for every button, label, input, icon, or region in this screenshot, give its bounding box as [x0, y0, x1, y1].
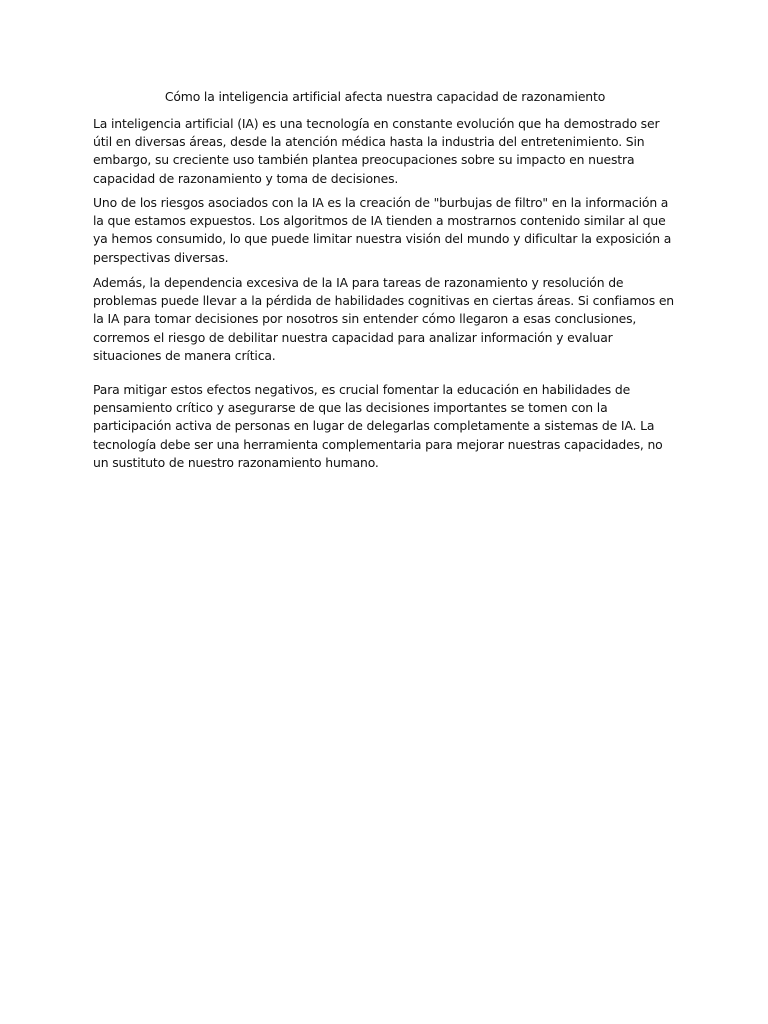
paragraph-filter-bubbles: Uno de los riesgos asociados con la IA es la creación de "burbujas de filtro" en la información a la que estamos expuestos. Los algoritmos de IA tienden a mostrarnos contenido similar al que ya hemos consumido, lo que puede limitar nuestra visión del mundo y dificultar la exposición a perspectivas diversas.: [93, 195, 672, 265]
document-title: Cómo la inteligencia artificial afecta nuestra capacidad de razonamiento: [164, 89, 606, 104]
paragraph-intro: La inteligencia artificial (IA) es una tecnología en constante evolución que ha demostrado ser útil en diversas áreas, desde la atención médica hasta la industria del entretenimiento. Sin embargo, su creciente uso también plantea preocupaciones sobre su impacto en nuestra capacidad de razonamiento y toma de decisiones.: [93, 116, 660, 186]
paragraph-dependence: Además, la dependencia excesiva de la IA para tareas de razonamiento y resolución de problemas puede llevar a la pérdida de habilidades cognitivas en ciertas áreas. Si confiamos en la IA para tomar decisiones por nosotros sin entender cómo llegaron a esas conclusiones, corremos el riesgo de debilitar nuestra capacidad para analizar información y evaluar situaciones de manera crítica.: [93, 275, 675, 363]
paragraph-mitigation: Para mitigar estos efectos negativos, es crucial fomentar la educación en habilidades de pensamiento crítico y asegurarse de que las decisiones importantes se tomen con la participación activa de personas en lugar de delegarlas completamente a sistemas de IA. La tecnología debe ser una herramienta complementaria para mejorar nuestras capacidades, no un sustituto de nuestro razonamiento humano.: [93, 382, 663, 470]
